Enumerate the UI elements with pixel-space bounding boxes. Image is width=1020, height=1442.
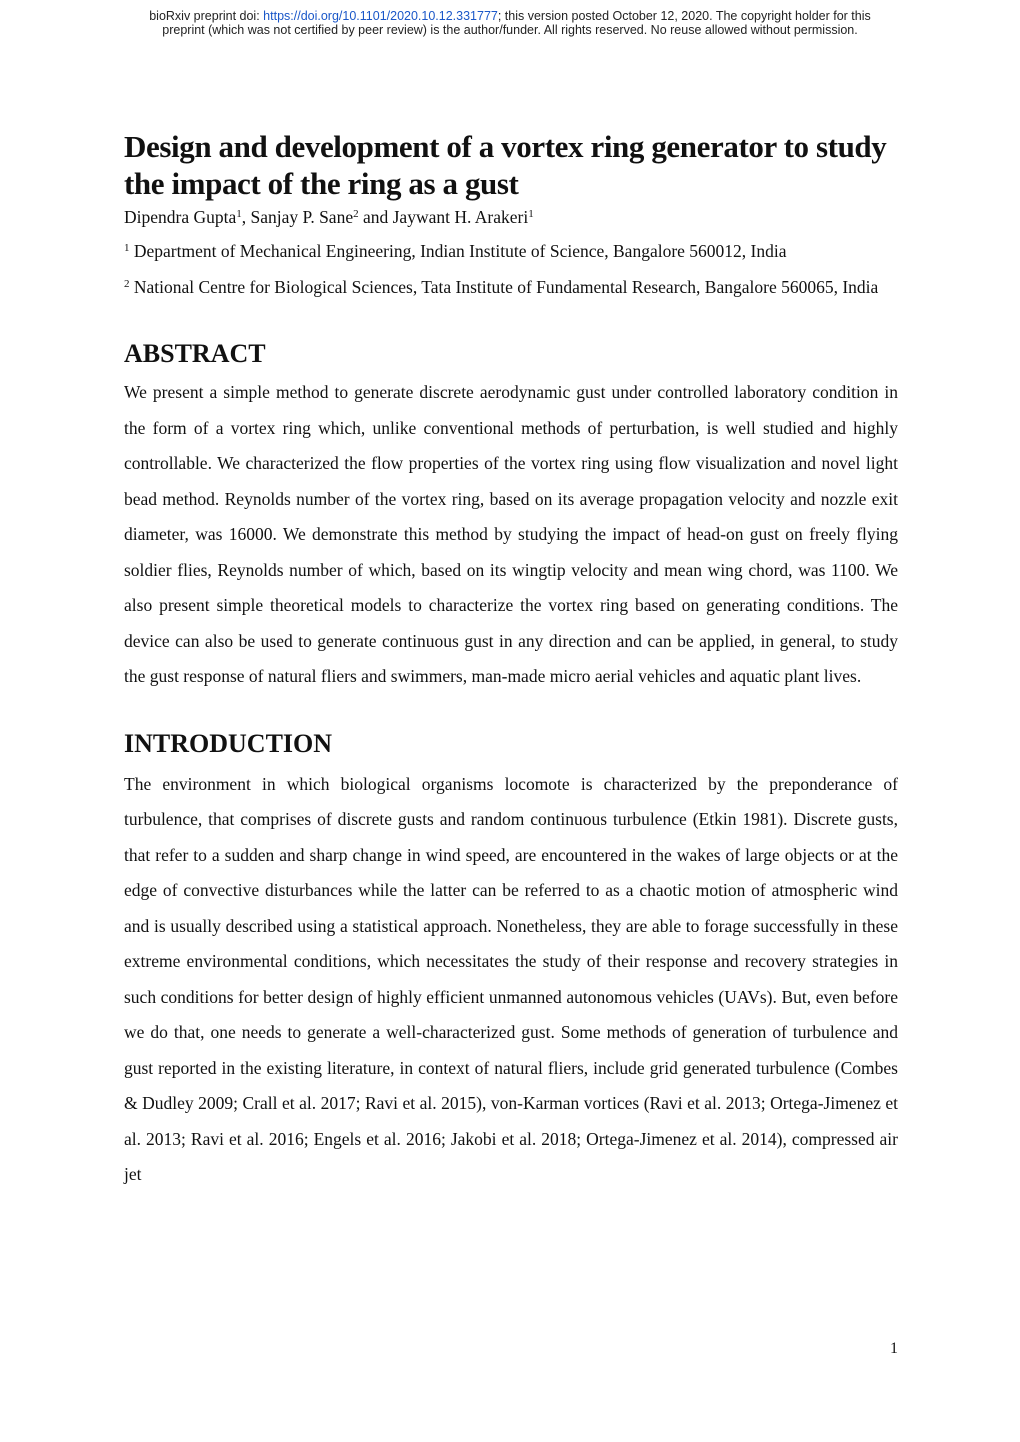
preprint-banner <box>0 9 1020 37</box>
page-number: 1 <box>890 1340 898 1357</box>
introduction-heading: INTRODUCTION <box>124 728 333 758</box>
author-name: Sanjay P. Sane <box>250 207 354 227</box>
author-list <box>124 206 898 228</box>
affiliations <box>124 234 898 305</box>
affiliation-mark: 1 <box>124 242 130 254</box>
affiliation-item <box>124 234 898 270</box>
banner-prefix: bioRxiv preprint doi: <box>149 9 264 23</box>
author-name: Dipendra Gupta <box>124 207 237 227</box>
author-separator: , <box>241 207 251 227</box>
paper-content <box>124 120 898 1193</box>
banner-line-2: preprint (which was not certified by peer review) is the author/funder. All rights reserved. No reuse allowed without permission. <box>162 23 858 37</box>
affiliation-item <box>124 270 898 306</box>
abstract-heading: ABSTRACT <box>124 339 266 368</box>
paper-title: Design and development of a vortex ring generator to study the impact of the ring as a gust <box>124 129 887 201</box>
banner-suffix: ; this version posted October 12, 2020. The copyright holder for this <box>497 9 871 23</box>
affiliation-mark: 2 <box>124 277 130 290</box>
author-separator: and <box>358 207 393 227</box>
banner-line-1 <box>0 9 1020 23</box>
affiliation-text: Department of Mechanical Engineering, Indian Institute of Science, Bangalore 560012, India <box>129 241 787 261</box>
author-affiliation-mark: 2 <box>353 208 359 220</box>
abstract-text: We present a simple method to generate discrete aerodynamic gust under controlled laboratory condition in the form of a vortex ring which, unlike conventional methods of perturbation, is well studied and highly controllable. We characterized the flow properties of the vortex ring using flow visualization and novel light bead method. Reynolds number of the vortex ring, based on its average propagation velocity and nozzle exit diameter, was 16000. We demonstrate this method by studying the impact of head-on gust on freely flying soldier flies, Reynolds number of which, based on its wingtip velocity and mean wing chord, was 1100. We also present simple theoretical models to characterize the vortex ring based on generating conditions. The device can also be used to generate continuous gust in any direction and can be applied, in general, to study the gust response of natural fliers and swimmers, man-made micro aerial vehicles and aquatic plant lives. <box>124 382 898 686</box>
introduction-text: The environment in which biological organisms locomote is characterized by the preponderance of turbulence, that comprises of discrete gusts and random continuous turbulence (Etkin 1981). Discrete gusts, that refer to a sudden and sharp change in wind speed, are encountered in the wakes of large objects or at the edge of convective disturbances while the latter can be referred to as a chaotic motion of atmospheric wind and is usually described using a statistical approach. Nonetheless, they are able to forage successfully in these extreme environmental conditions, which necessitates the study of their response and recovery strategies in such conditions for better design of highly efficient unmanned autonomous vehicles (UAVs). But, even before we do that, one needs to generate a well-characterized gust. Some methods of generation of turbulence and gust reported in the existing literature, in context of natural fliers, include grid generated turbulence (Combes & Dudley 2009; Crall et al. 2017; Ravi et al. 2015), von-Karman vortices (Ravi et al. 2013; Ortega-Jimenez et al. 2013; Ravi et al. 2016; Engels et al. 2016; Jakobi et al. 2018; Ortega-Jimenez et al. 2014), compressed air jet <box>124 773 898 1184</box>
doi-link[interactable]: https://doi.org/10.1101/2020.10.12.331777 <box>263 9 498 23</box>
author-affiliation-mark: 1 <box>236 208 242 220</box>
author-affiliation-mark: 1 <box>528 208 534 220</box>
affiliation-text: National Centre for Biological Sciences, Tata Institute of Fundamental Research, Bangalore 560065, India <box>129 276 879 297</box>
author-name: Jaywant H. Arakeri <box>392 207 529 227</box>
